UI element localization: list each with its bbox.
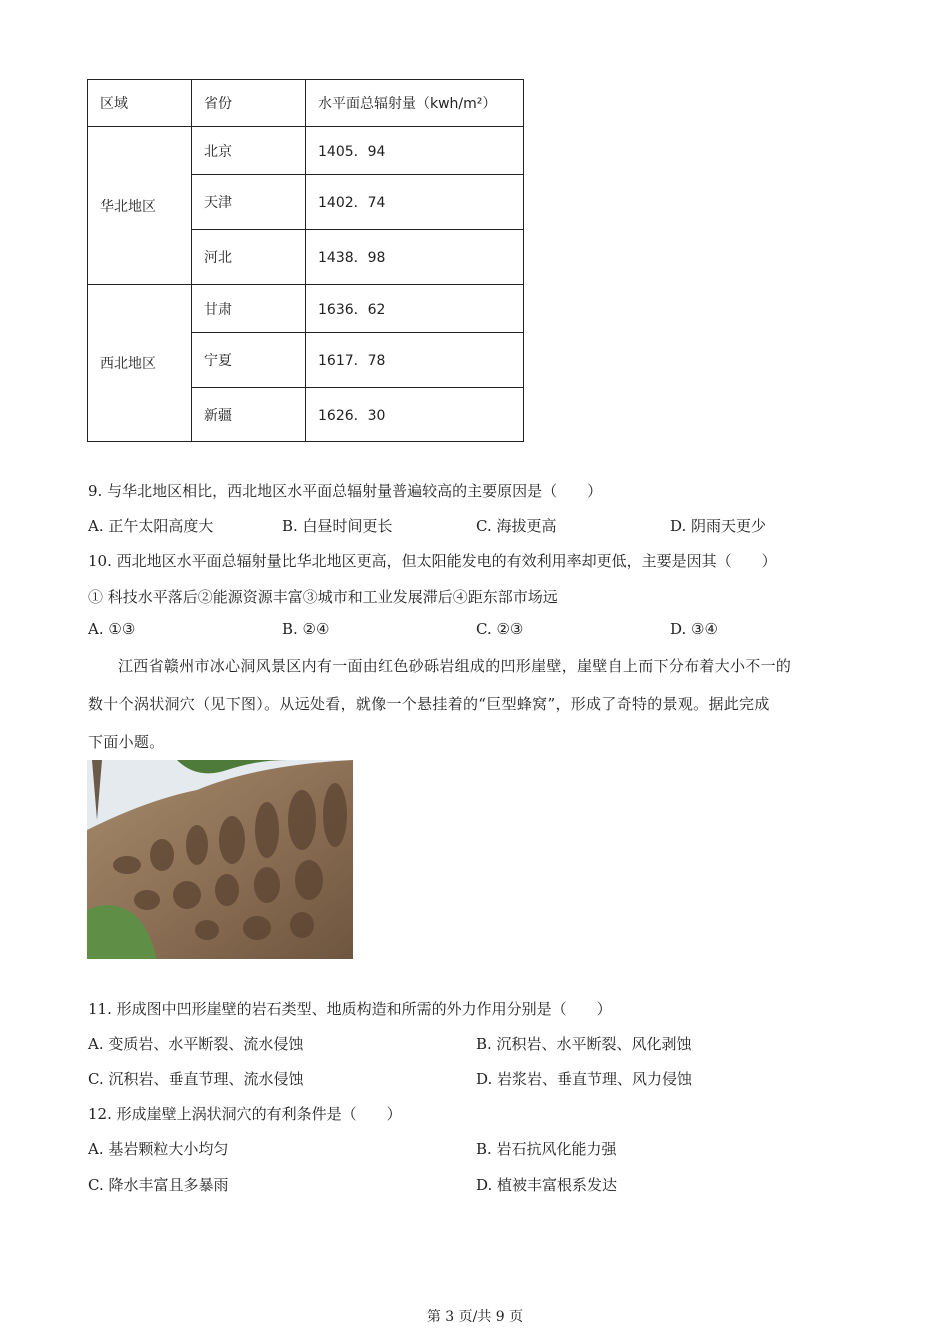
passage-line-1: 江西省赣州市冰心洞风景区内有一面由红色砂砾岩组成的凹形崖壁，崖壁自上而下分布着大小不一的	[118, 657, 792, 675]
value-cell: 1402．74	[306, 175, 524, 230]
table-header-row	[88, 80, 524, 127]
option-d: D. ③④	[670, 620, 718, 638]
question-12-options-row-1	[88, 1138, 848, 1162]
passage-line-3: 下面小题。	[88, 733, 165, 751]
option-d: D. 植被丰富根系发达	[476, 1176, 618, 1194]
region-cell: 西北地区	[88, 285, 192, 442]
cliff-photo	[87, 760, 353, 959]
value-cell: 1438．98	[306, 230, 524, 285]
header-province: 省份	[192, 80, 306, 127]
region-cell: 华北地区	[88, 127, 192, 285]
option-c: C. 沉积岩、垂直节理、流水侵蚀	[88, 1070, 304, 1088]
option-d: D. 阴雨天更少	[670, 517, 767, 535]
value-cell: 1405．94	[306, 127, 524, 175]
question-11-options-row-1	[88, 1033, 848, 1057]
option-a: A. 变质岩、水平断裂、流水侵蚀	[88, 1035, 304, 1053]
province-cell: 宁夏	[192, 333, 306, 388]
option-c: C. 海拔更高	[476, 517, 557, 535]
value-cell: 1617．78	[306, 333, 524, 388]
question-11-stem: 11. 形成图中凹形崖壁的岩石类型、地质构造和所需的外力作用分别是（ ）	[88, 1000, 612, 1018]
question-9-stem: 9. 与华北地区相比，西北地区水平面总辐射量普遍较高的主要原因是（ ）	[88, 482, 603, 500]
value-cell: 1626．30	[306, 388, 524, 442]
option-b: B. 沉积岩、水平断裂、风化剥蚀	[476, 1035, 692, 1053]
option-a: A. ①③	[88, 620, 136, 638]
province-cell: 甘肃	[192, 285, 306, 333]
province-cell: 河北	[192, 230, 306, 285]
page-footer: 第 3 页/共 9 页	[426, 1309, 524, 1325]
option-a: A. 正午太阳高度大	[88, 517, 214, 535]
option-a: A. 基岩颗粒大小均匀	[88, 1140, 229, 1158]
question-11-options-row-2	[88, 1068, 848, 1092]
value-cell: 1636．62	[306, 285, 524, 333]
question-10-stem: 10. 西北地区水平面总辐射量比华北地区更高，但太阳能发电的有效利用率却更低，主要是因其（ ）	[88, 552, 777, 570]
option-b: B. ②④	[282, 620, 330, 638]
province-cell: 天津	[192, 175, 306, 230]
passage-line-2: 数十个涡状洞穴（见下图）。从远处看，就像一个悬挂着的“巨型蜂窝”，形成了奇特的景观。据此完成	[88, 695, 770, 713]
province-cell: 新疆	[192, 388, 306, 442]
option-d: D. 岩浆岩、垂直节理、风力侵蚀	[476, 1070, 693, 1088]
table-row	[88, 127, 524, 175]
header-radiation: 水平面总辐射量（kwh/m²）	[306, 80, 524, 127]
option-c: C. ②③	[476, 620, 524, 638]
table-row	[88, 285, 524, 333]
option-c: C. 降水丰富且多暴雨	[88, 1176, 229, 1194]
option-b: B. 白昼时间更长	[282, 517, 393, 535]
radiation-table	[87, 79, 524, 442]
question-12-options-row-2	[88, 1174, 848, 1198]
question-12-stem: 12. 形成崖壁上涡状洞穴的有利条件是（ ）	[88, 1105, 402, 1123]
question-10-items: ① 科技水平落后②能源资源丰富③城市和工业发展滞后④距东部市场远	[88, 588, 558, 606]
province-cell: 北京	[192, 127, 306, 175]
header-region: 区域	[88, 80, 192, 127]
option-b: B. 岩石抗风化能力强	[476, 1140, 617, 1158]
cliff-illustration	[87, 760, 353, 959]
